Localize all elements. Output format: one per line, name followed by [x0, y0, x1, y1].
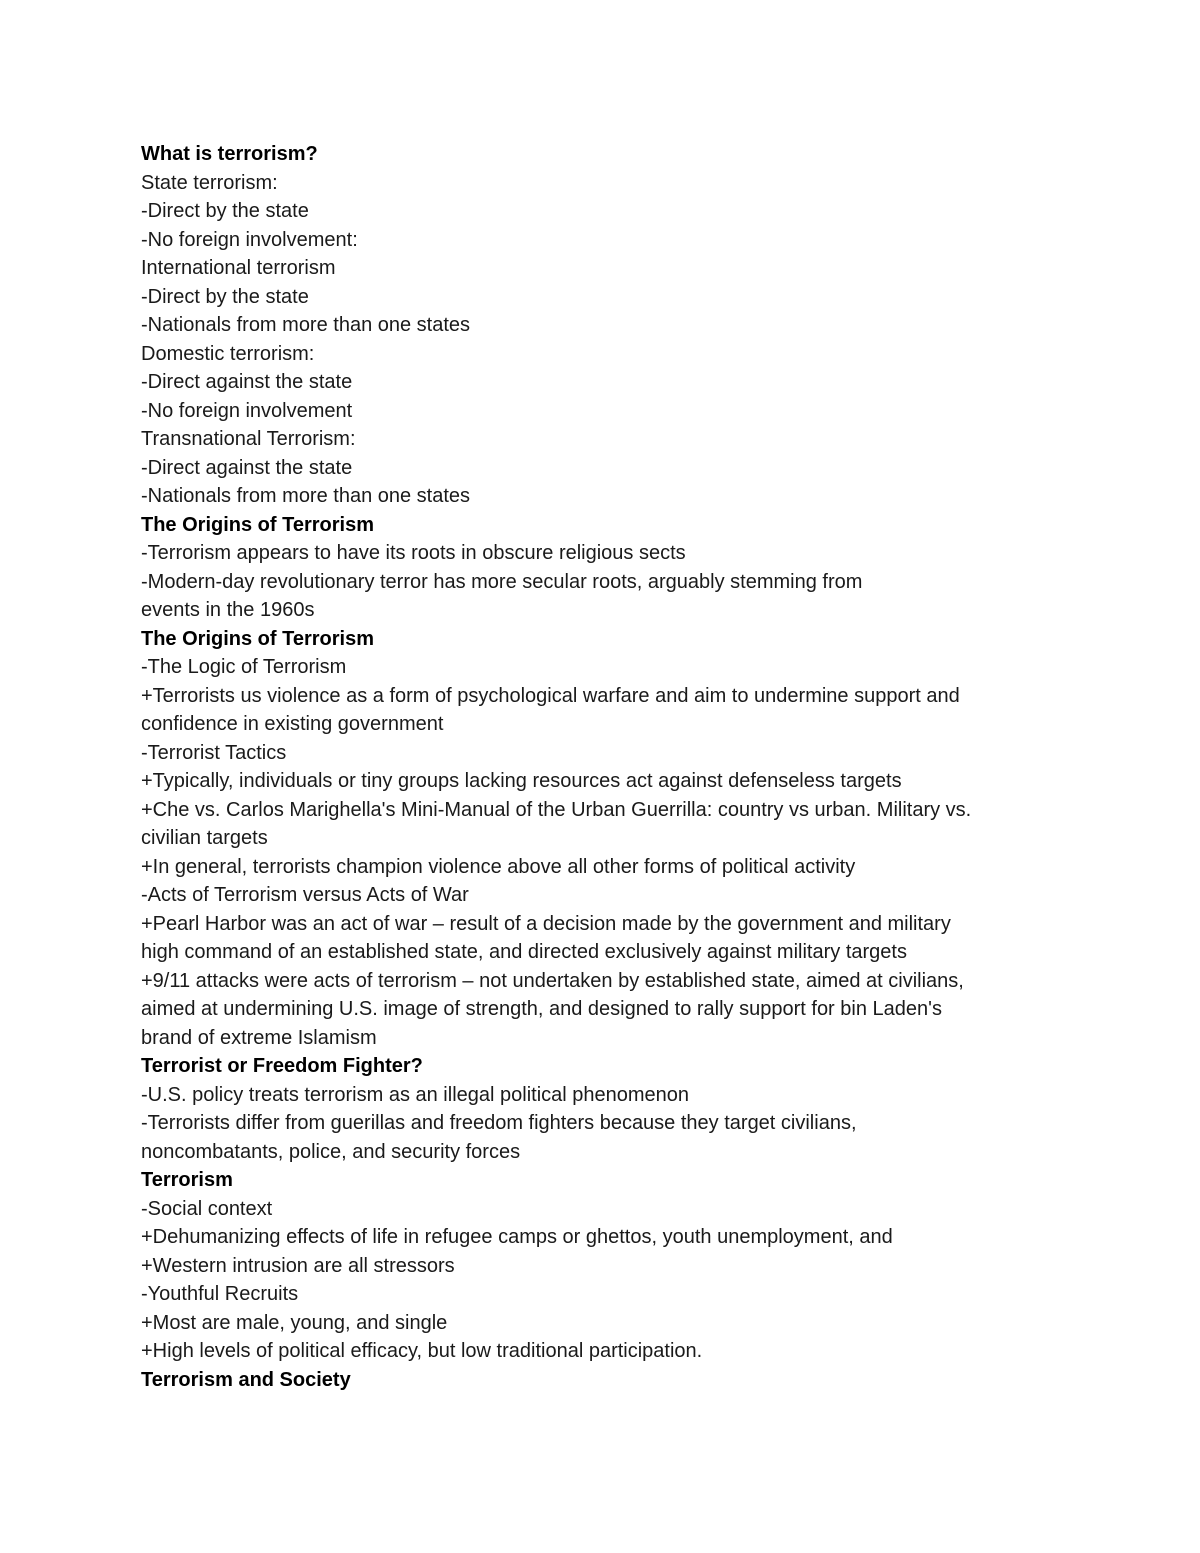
section-heading: The Origins of Terrorism — [141, 627, 374, 650]
text-line: brand of extreme Islamism — [141, 1026, 377, 1049]
section-heading: Terrorism and Society — [141, 1368, 351, 1391]
text-line: State terrorism: — [141, 171, 278, 194]
text-line: +Typically, individuals or tiny groups lacking resources act against defenseless targets — [141, 770, 902, 792]
text-line: +Che vs. Carlos Marighella's Mini-Manual of the Urban Guerrilla: country vs urban. Military vs. — [141, 798, 972, 821]
text-line: +Pearl Harbor was an act of war – result of a decision made by the government and military — [141, 912, 951, 935]
text-line: +9/11 attacks were acts of terrorism – not undertaken by established state, aimed at civilians, — [141, 969, 964, 992]
text-line: -Modern-day revolutionary terror has more secular roots, arguably stemming from — [141, 570, 863, 593]
text-line: -Terrorism appears to have its roots in obscure religious sects — [141, 542, 686, 564]
text-line: aimed at undermining U.S. image of strength, and designed to rally support for bin Laden's — [141, 998, 942, 1020]
text-line: -No foreign involvement: — [141, 228, 358, 251]
text-line: Transnational Terrorism: — [141, 428, 356, 450]
section-heading: The Origins of Terrorism — [141, 513, 374, 536]
section-heading: Terrorism — [141, 1169, 233, 1191]
text-line: +Terrorists us violence as a form of psychological warfare and aim to undermine support and — [141, 684, 960, 707]
text-line: -Direct against the state — [141, 456, 353, 479]
text-line: -Social context — [141, 1197, 273, 1220]
text-line: -Terrorist Tactics — [141, 741, 287, 764]
text-line: -Acts of Terrorism versus Acts of War — [141, 884, 469, 906]
text-line: International terrorism — [141, 257, 336, 279]
document-body — [141, 140, 1141, 1394]
text-line: noncombatants, police, and security forces — [141, 1140, 521, 1163]
text-line: +Most are male, young, and single — [141, 1311, 448, 1334]
section-heading: Terrorist or Freedom Fighter? — [141, 1055, 423, 1077]
text-line: confidence in existing government — [141, 713, 444, 735]
text-line: civilian targets — [141, 827, 268, 849]
text-line: high command of an established state, and directed exclusively against military targets — [141, 941, 907, 963]
text-line: -No foreign involvement — [141, 399, 353, 422]
text-line: -Nationals from more than one states — [141, 485, 471, 507]
text-line: -Direct by the state — [141, 200, 309, 222]
text-line: events in the 1960s — [141, 599, 315, 621]
text-line: Domestic terrorism: — [141, 342, 315, 365]
text-line: +In general, terrorists champion violence above all other forms of political activity — [141, 855, 856, 878]
text-line: -Direct by the state — [141, 285, 309, 308]
text-line: -The Logic of Terrorism — [141, 656, 347, 678]
text-line: -U.S. policy treats terrorism as an illegal political phenomenon — [141, 1083, 690, 1106]
text-line: +High levels of political efficacy, but low traditional participation. — [141, 1340, 703, 1362]
document-page — [141, 140, 1141, 1394]
section-heading: What is terrorism? — [141, 143, 318, 165]
text-line: +Western intrusion are all stressors — [141, 1254, 455, 1277]
text-line: +Dehumanizing effects of life in refugee camps or ghettos, youth unemployment, and — [141, 1226, 893, 1248]
text-line: -Nationals from more than one states — [141, 314, 471, 336]
text-line: -Terrorists differ from guerillas and freedom fighters because they target civilians, — [141, 1112, 857, 1134]
text-line: -Direct against the state — [141, 371, 353, 393]
text-line: -Youthful Recruits — [141, 1283, 299, 1305]
